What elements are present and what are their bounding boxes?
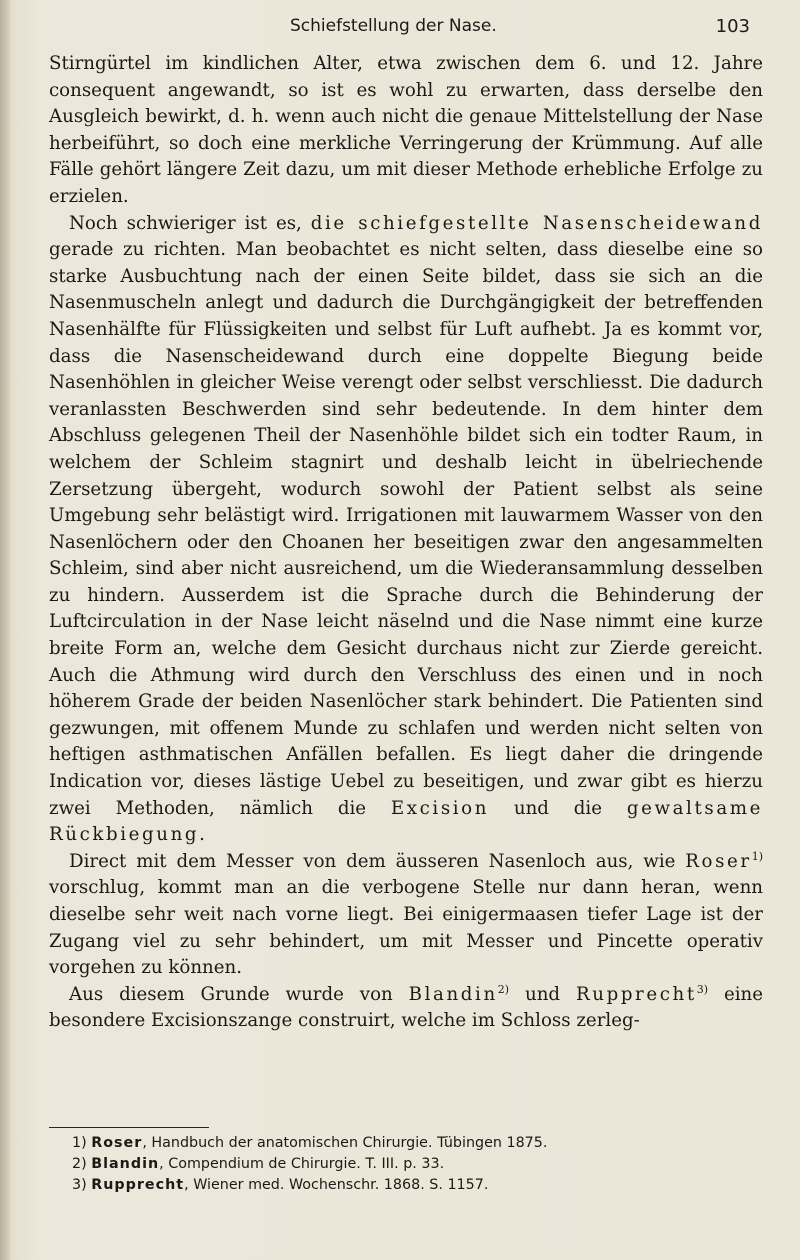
footnote <box>72 1175 762 1196</box>
paragraph <box>49 211 763 849</box>
footnote-citation: , Handbuch der anatomischen Chirurgie. Tübingen 1875. <box>142 1135 548 1151</box>
footnote-ref: 3) <box>696 982 709 996</box>
footnote-author: Blandin <box>91 1156 160 1172</box>
footnote <box>72 1154 762 1175</box>
page-number: 103 <box>715 16 750 37</box>
emphasized-text: gewaltsame Rückbiegung <box>49 797 763 846</box>
paragraph <box>49 982 763 1035</box>
footnote-author: Rupprecht <box>91 1177 185 1193</box>
emphasized-text: Excision <box>390 797 490 819</box>
paragraph <box>49 51 763 211</box>
text-run: Stirngürtel im kindlichen Alter, etwa zwischen dem 6. und 12. Jahre consequent angewandt, so ist es wohl zu erwarten, dass derselbe den Ausgleich bewirkt, d. h. wenn auch nicht die genaue Mittelstellung der Nase herbeiführt, so doch eine merkliche Verringerung der Krümmung. Auf alle Fälle gehört längere Zeit dazu, um mit dieser Methode erhebliche Erfolge zu erzielen. <box>49 53 763 207</box>
text-run: eine besondere Excisionszange construirt, welche im Schloss zerleg- <box>49 983 763 1032</box>
text-run: und die <box>489 797 627 819</box>
text-run: vorschlug, kommt man an die verbogene Stelle nur dann heran, wenn dieselbe sehr weit nach vorne liegt. Bei einigermaasen tiefer Lage ist der Zugang viel zu sehr behindert, um mit Messer und Pincette operativ vorgehen zu können. <box>49 877 763 979</box>
emphasized-text: Blandin <box>408 983 498 1005</box>
footnote <box>72 1133 762 1154</box>
emphasized-text: Roser <box>685 850 752 872</box>
footnote-number: 3) <box>72 1177 92 1193</box>
text-run: Noch schwieriger ist es, <box>69 212 311 234</box>
footnote-number: 2) <box>72 1156 92 1172</box>
footnote-citation: , Compendium de Chirurgie. T. III. p. 33. <box>159 1156 445 1172</box>
text-run: . <box>199 824 205 846</box>
text-run: Direct mit dem Messer von dem äusseren Nasenloch aus, wie <box>69 850 686 872</box>
text-run: Aus diesem Grunde wurde von <box>69 983 409 1005</box>
footnote-divider <box>49 1127 209 1128</box>
footnotes <box>72 1133 762 1196</box>
text-run: und <box>509 983 576 1005</box>
footnote-author: Roser <box>91 1135 143 1151</box>
text-run: gerade zu richten. Man beobachtet es nicht selten, dass dieselbe eine so starke Ausbuchtung nach der einen Seite bildet, dass sie sich an die Nasenmuscheln anlegt und dadurch die Durchgängigkeit der betreffenden Nasenhälfte für Flüssigkeiten und selbst für Luft aufhebt. Ja es kommt vor, dass die Nasenscheidewand durch eine doppelte Biegung beide Nasenhöhlen in gleicher Weise verengt oder selbst verschliesst. Die dadurch veranlassten Beschwerden sind sehr bedeutende. In dem hinter dem Abschluss gelegenen Theil der Nasenhöhle bildet sich ein todter Raum, in welchem der Schleim stagnirt und deshalb leicht in übelriechende Zersetzung übergeht, wodurch sowohl der Patient selbst als seine Umgebung sehr belästigt wird. Irrigationen mit lauwarmem Wasser von den Nasenlöchern oder den Choanen her beseitigen zwar den angesammelten Schleim, sind aber nicht ausreichend, um die Wiederansammlung desselben zu hindern. Ausserdem ist die Sprache durch die Behinderung der Luftcirculation in der Nase leicht näselnd und die Nase nimmt eine kurze breite Form an, welche dem Gesicht durchaus nicht zur Zierde gereicht. Auch die Athmung wird durch den Verschluss des einen und in noch höherem Grade der beiden Nasenlöcher stark behindert. Die Patienten sind gezwungen, mit offenem Munde zu schlafen und werden nicht selten von heftigen asthmatischen Anfällen befallen. Es liegt daher die dringende Indication vor, dieses lästige Uebel zu beseitigen, und zwar gibt es hierzu zwei Methoden, nämlich die <box>49 239 763 819</box>
footnote-ref: 2) <box>497 982 510 996</box>
emphasized-text: Rupprecht <box>575 983 697 1005</box>
emphasized-text: die schiefgestellte Nasenscheidewand <box>310 212 763 234</box>
footnote-citation: , Wiener med. Wochenschr. 1868. S. 1157. <box>184 1177 489 1193</box>
body-text <box>49 51 763 1035</box>
running-header <box>290 16 750 42</box>
page-spine-shadow <box>0 0 10 1260</box>
paragraph <box>49 849 763 982</box>
footnote-ref: 1) <box>751 849 763 863</box>
footnote-number: 1) <box>72 1135 92 1151</box>
header-title: Schiefstellung der Nase. <box>290 16 497 36</box>
